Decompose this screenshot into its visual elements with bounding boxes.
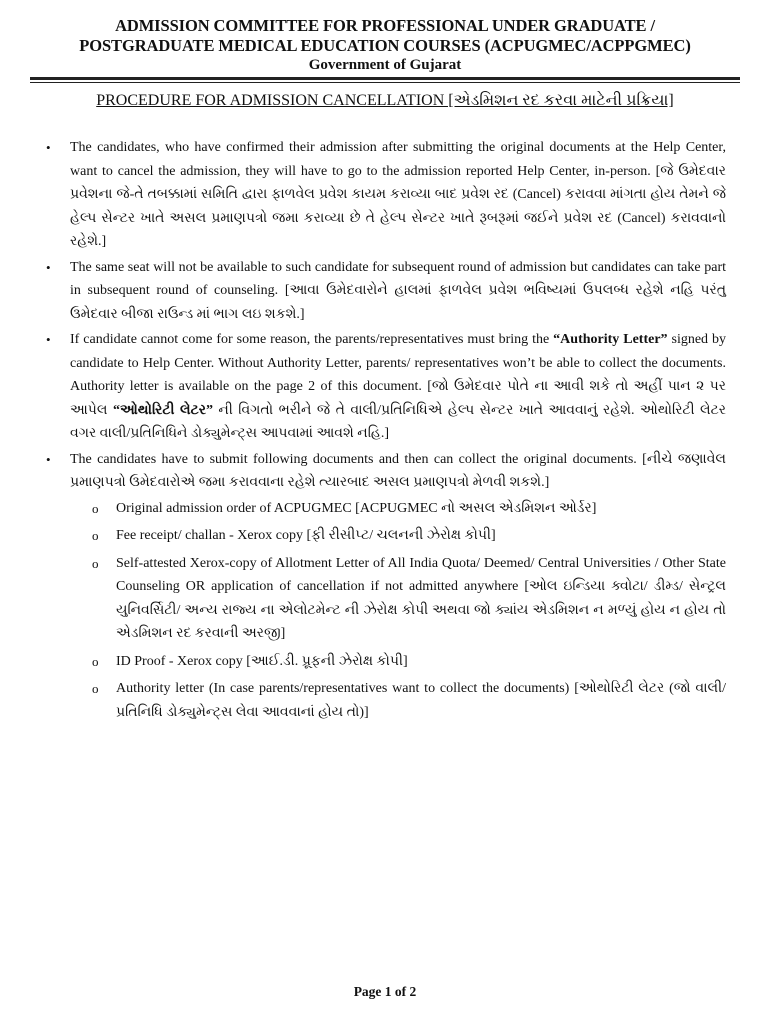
document-gujarati: [ઓલ ઇન્ડિયા ક્વોટા/ ડીમ્ડ/ સેન્ટ્રલ યુનિવર્સિટી/ અન્ય રાજ્ય ના એલોટમેન્ટ ની ઝેરોક્ષ કોપી અથવા જો ક્યાંય એડમિશન ન મળ્યું હોય ન હોય તો એડમિશન રદ કરવાની અરજી] xyxy=(116,579,727,641)
authority-letter-label-gujarati: “ઓથોરિટી લેટર” xyxy=(112,402,213,418)
document-item xyxy=(46,497,726,521)
item-english: The candidates, who have confirmed their admission after submitting the original documents at the Help Center, want to cancel the admission, they will have to go to the admission reported Help Center, in-person. xyxy=(70,140,726,179)
list-item xyxy=(46,136,726,254)
item-english: If candidate cannot come for some reason, the parents/representatives must bring the xyxy=(70,332,550,347)
document-gujarati: [ફી રીસીપ્ટ/ ચલનની ઝેરોક્ષ કોપી] xyxy=(306,528,496,543)
item-gujarati: [જો ઉમેદવાર પોતે ના આવી શકે તો અહીં પાન ૨ પર આપેલ xyxy=(70,379,726,418)
document-item xyxy=(46,650,726,674)
sub-bullet-icon: o xyxy=(92,681,99,696)
sub-bullet-icon: o xyxy=(92,500,99,516)
bullet-icon: • xyxy=(46,259,51,275)
authority-letter-label: “Authority Letter” xyxy=(553,332,668,347)
document-english: Original admission order of ACPUGMEC xyxy=(116,500,352,516)
document-gujarati: [આઈ.ડી. પ્રૂફની ઝેરોક્ષ કોપી] xyxy=(246,653,408,669)
header-divider-thick xyxy=(30,77,740,80)
bullet-icon: • xyxy=(46,332,51,347)
item-gujarati-continued: ની વિગતો ભરીને જે તે વાલી/પ્રતિનિધિએ હેલ્પ સેન્ટર ખાતે આવવાનું રહેશે. ઓથોરિટી લેટર વગર વાલી/પ્રતિનિધિને ડોક્યુમેન્ટ્સ આપવામાં આવશે નહિ.] xyxy=(70,402,726,441)
item-gujarati: [નીચે જણાવેલ પ્રમાણપત્રો ઉમેદવારોએ જમા કરાવવાના રહેશે ત્યારબાદ અસલ પ્રમાણપત્રો મેળવી શકશે.] xyxy=(70,451,727,490)
header-line-2: POSTGRADUATE MEDICAL EDUCATION COURSES (ACPUGMEC/ACPPGMEC) xyxy=(79,36,691,55)
document-header xyxy=(40,16,730,75)
list-item xyxy=(46,256,726,327)
document-english: ID Proof - Xerox copy xyxy=(116,653,243,669)
item-gujarati: [જે ઉમેદવાર પ્રવેશના જે-તે તબક્કામાં સમિતિ દ્વારા ફાળવેલ પ્રવેશ કાયમ કરાવ્યા બાદ પ્રવેશ રદ (Cancel) કરાવવા માંગતા હોય તેમને જે હેલ્પ સેન્ટર ખાતે અસલ પ્રમાણપત્રો જમા કરાવ્યા છે તે હેલ્પ સેન્ટર ખાતે રૂબરૂમાં જઈને પ્રવેશ રદ (Cancel) કરાવવાનો રહેશે.] xyxy=(70,163,727,249)
page-title-text: PROCEDURE FOR ADMISSION CANCELLATION [એડમિશન રદ કરવા માટેની પ્રક્રિયા] xyxy=(96,92,674,109)
document-item xyxy=(46,552,726,646)
document-english: Authority letter (In case parents/representatives want to collect the documents) xyxy=(116,681,570,696)
page-number: Page 1 of 2 xyxy=(353,984,417,999)
sub-bullet-icon: o xyxy=(92,653,99,669)
document-english: Self-attested Xerox-copy of Allotment Letter of All India Quota/ Deemed/ Central Universities / Other State Counseling OR application of cancellation if not admitted anywhere xyxy=(116,555,726,594)
page-title xyxy=(30,90,740,112)
list-item xyxy=(46,448,726,495)
document-item xyxy=(46,677,726,724)
document-item xyxy=(46,524,726,548)
item-english: The same seat will not be available to such candidate for subsequent round of admission but candidates can take part in subsequent round of counseling. xyxy=(70,259,726,298)
bullet-icon: • xyxy=(46,451,51,467)
document-gujarati: [ઓથોરિટી લેટર (જો વાલી/પ્રતિનિધિ ડોક્યુમેન્ટ્સ લેવા આવવાનાં હોય તો)] xyxy=(116,681,727,720)
item-english-continued: signed by candidate to Help Center. Without Authority Letter, parents/ representatives won’t be able to collect the documents. Authority letter is available on the page 2 of this document. xyxy=(70,332,727,394)
procedure-list xyxy=(46,136,726,728)
sub-bullet-icon: o xyxy=(92,528,99,543)
document-english: Fee receipt/ challan - Xerox copy xyxy=(116,528,303,543)
document-gujarati: [ACPUGMEC નો અસલ એડમિશન ઓર્ડર] xyxy=(355,500,597,516)
sub-bullet-icon: o xyxy=(92,555,99,571)
item-gujarati: [આવા ઉમેદવારોને હાલમાં ફાળવેલ પ્રવેશ ભવિષ્યમાં ઉપલબ્ધ રહેશે નહિ પરંતુ ઉમેદવાર બીજા રાઉન્ડ માં ભાગ લઇ શકશે.] xyxy=(70,283,727,322)
list-item xyxy=(46,328,726,446)
header-divider-thin xyxy=(30,82,740,83)
bullet-icon: • xyxy=(46,140,51,155)
item-english: The candidates have to submit following documents and then can collect the original documents. xyxy=(70,451,637,467)
header-line-1: ADMISSION COMMITTEE FOR PROFESSIONAL UNDER GRADUATE / xyxy=(115,16,655,35)
header-line-3: Government of Gujarat xyxy=(308,57,462,73)
